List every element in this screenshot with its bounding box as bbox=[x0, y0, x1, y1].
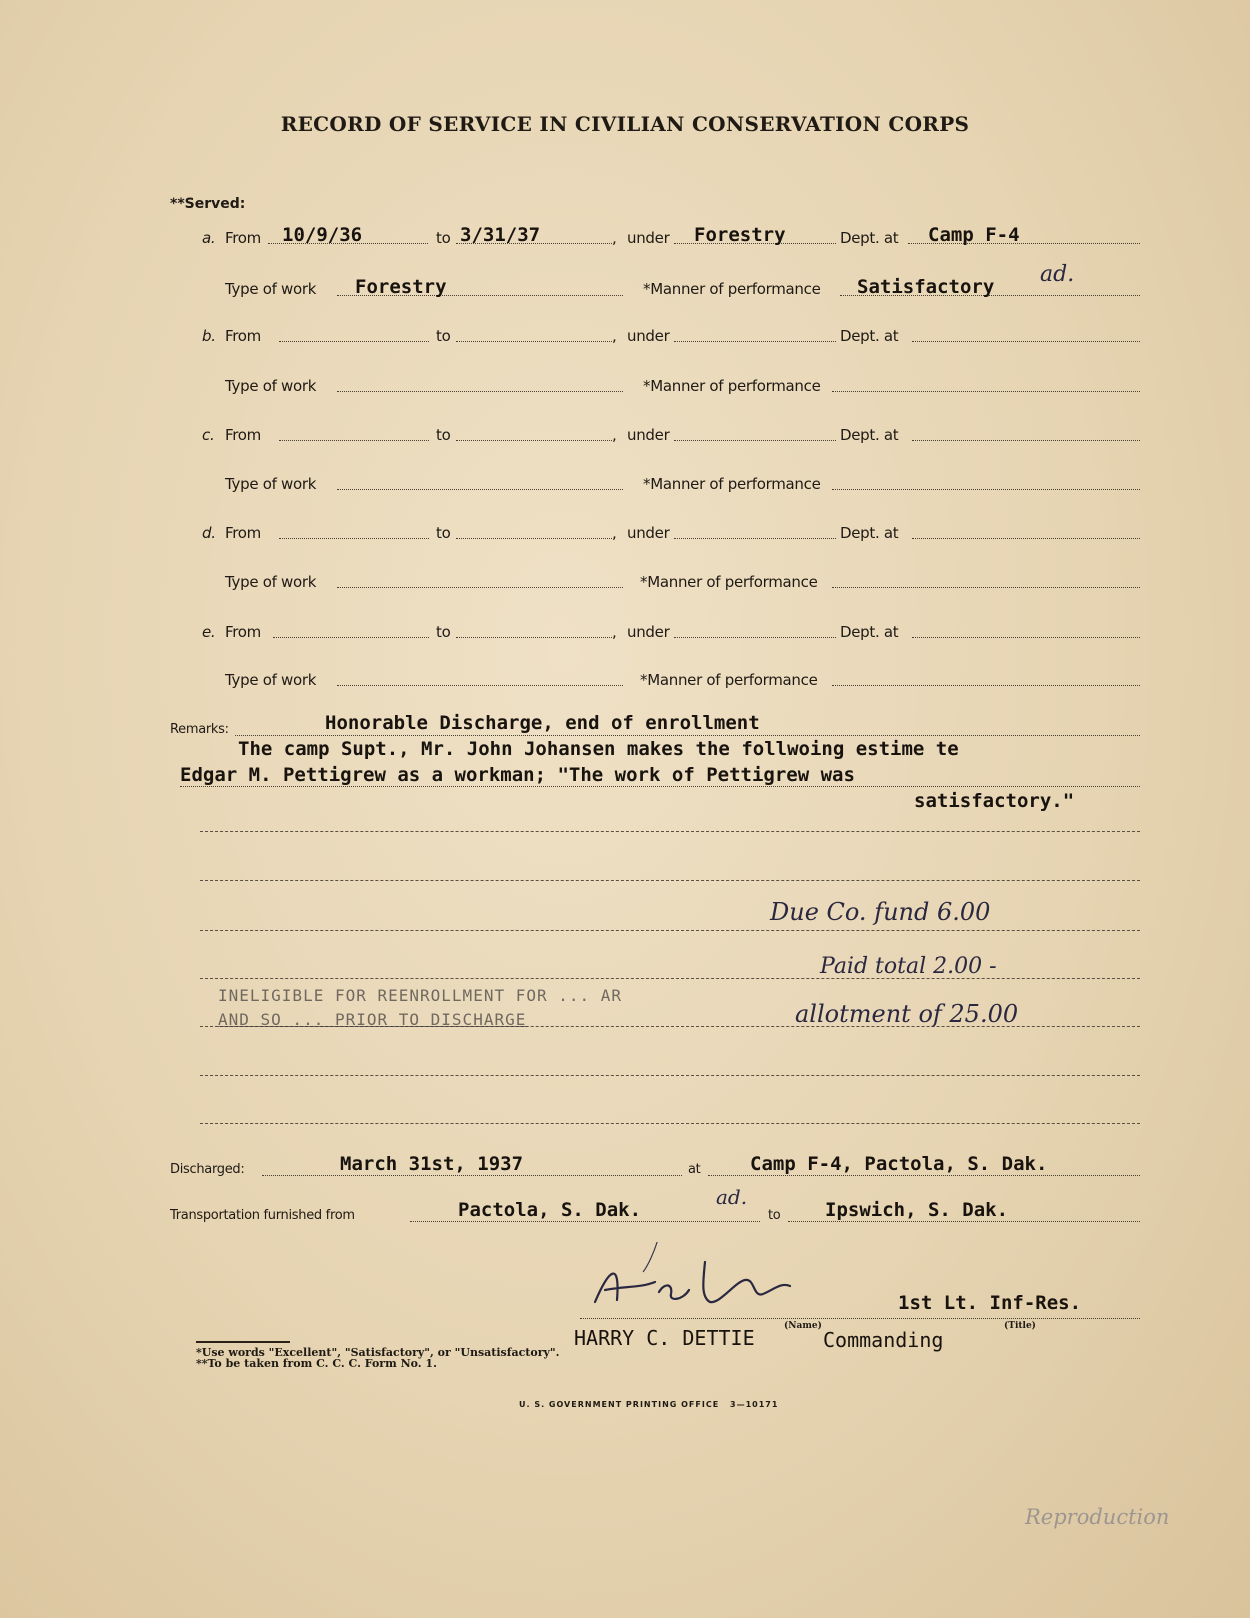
type-of-work-label: Type of work bbox=[225, 280, 317, 298]
from-label: From bbox=[225, 327, 261, 345]
signer-typed-name: HARRY C. DETTIE bbox=[574, 1326, 755, 1350]
entry-letter: e. bbox=[202, 623, 216, 641]
discharged-date: March 31st, 1937 bbox=[340, 1153, 524, 1175]
served-label: **Served: bbox=[170, 196, 246, 212]
to-label: to bbox=[436, 623, 451, 641]
handwritten-note-1: Due Co. fund 6.00 bbox=[770, 898, 991, 926]
type-of-work-label: Type of work bbox=[225, 671, 317, 689]
dept-label: Dept. at bbox=[840, 327, 899, 345]
remarks-label: Remarks: bbox=[170, 722, 229, 737]
ineligible-stamp-line-2: AND SO ... PRIOR TO DISCHARGE bbox=[218, 1010, 527, 1029]
entry-letter: d. bbox=[202, 524, 216, 542]
from-value: 10/9/36 bbox=[282, 224, 363, 246]
signer-role: Commanding bbox=[823, 1328, 944, 1352]
manner-label: *Manner of performance bbox=[640, 671, 818, 689]
remarks-line-1: Honorable Discharge, end of enrollment bbox=[325, 712, 760, 734]
transport-initials: ad. bbox=[716, 1185, 748, 1209]
remarks-line-2: The camp Supt., Mr. John Johansen makes the follwoing estime te bbox=[238, 738, 959, 760]
manner-label: *Manner of performance bbox=[643, 280, 821, 298]
dept-value: Camp F-4 bbox=[928, 224, 1020, 246]
to-label: to bbox=[436, 229, 451, 247]
type-of-work-value: Forestry bbox=[355, 276, 447, 298]
form-number: 3—10171 bbox=[730, 1400, 779, 1409]
printer-imprint: U. S. GOVERNMENT PRINTING OFFICE bbox=[519, 1400, 720, 1409]
type-of-work-label: Type of work bbox=[225, 377, 317, 395]
footnote-1: *Use words "Excellent", "Satisfactory", or "Unsatisfactory". bbox=[196, 1346, 560, 1359]
entry-letter: a. bbox=[202, 229, 216, 247]
remarks-line-3: Edgar M. Pettigrew as a workman; "The work of Pettigrew was bbox=[180, 764, 855, 786]
under-value: Forestry bbox=[694, 224, 786, 246]
ineligible-stamp-line-1: INELIGIBLE FOR REENROLLMENT FOR ... AR bbox=[218, 986, 623, 1005]
under-label: under bbox=[627, 623, 670, 641]
dept-label: Dept. at bbox=[840, 426, 899, 444]
under-prefix: , bbox=[612, 229, 617, 247]
transport-to: Ipswich, S. Dak. bbox=[825, 1199, 1009, 1221]
footnote-2: **To be taken from C. C. C. Form No. 1. bbox=[196, 1357, 437, 1370]
manner-value: Satisfactory bbox=[857, 276, 995, 298]
transport-from: Pactola, S. Dak. bbox=[458, 1199, 642, 1221]
under-prefix: , bbox=[612, 623, 617, 641]
manner-initials: ad. bbox=[1040, 262, 1075, 287]
name-caption: (Name) bbox=[784, 1321, 822, 1331]
dept-label: Dept. at bbox=[840, 524, 899, 542]
under-prefix: , bbox=[612, 524, 617, 542]
handwritten-note-2: Paid total 2.00 - bbox=[820, 954, 997, 979]
from-label: From bbox=[225, 524, 261, 542]
discharged-label: Discharged: bbox=[170, 1162, 245, 1177]
from-label: From bbox=[225, 426, 261, 444]
entry-letter: b. bbox=[202, 327, 216, 345]
under-prefix: , bbox=[612, 327, 617, 345]
under-label: under bbox=[627, 426, 670, 444]
remarks-line-4: satisfactory." bbox=[914, 790, 1075, 812]
dept-label: Dept. at bbox=[840, 229, 899, 247]
handwritten-note-3: allotment of 25.00 bbox=[795, 1000, 1019, 1028]
manner-label: *Manner of performance bbox=[640, 573, 818, 591]
under-label: under bbox=[627, 229, 670, 247]
signer-rank: 1st Lt. Inf-Res. bbox=[898, 1292, 1082, 1314]
from-label: From bbox=[225, 623, 261, 641]
type-of-work-label: Type of work bbox=[225, 475, 317, 493]
to-value: 3/31/37 bbox=[460, 224, 541, 246]
form-title: RECORD OF SERVICE IN CIVILIAN CONSERVATION CORPS bbox=[280, 112, 970, 136]
entry-letter: c. bbox=[202, 426, 215, 444]
title-caption: (Title) bbox=[1004, 1321, 1036, 1331]
discharged-place: Camp F-4, Pactola, S. Dak. bbox=[750, 1153, 1048, 1175]
dept-label: Dept. at bbox=[840, 623, 899, 641]
to-label: to bbox=[436, 327, 451, 345]
under-label: under bbox=[627, 524, 670, 542]
under-prefix: , bbox=[612, 426, 617, 444]
transport-to-label: to bbox=[768, 1208, 781, 1223]
type-of-work-label: Type of work bbox=[225, 573, 317, 591]
to-label: to bbox=[436, 524, 451, 542]
manner-label: *Manner of performance bbox=[643, 377, 821, 395]
under-label: under bbox=[627, 327, 670, 345]
at-label: at bbox=[688, 1162, 701, 1177]
reproduction-watermark: Reproduction bbox=[1025, 1505, 1170, 1529]
signature-graphic bbox=[585, 1242, 815, 1322]
from-label: From bbox=[225, 229, 261, 247]
to-label: to bbox=[436, 426, 451, 444]
transportation-label: Transportation furnished from bbox=[170, 1208, 355, 1223]
manner-label: *Manner of performance bbox=[643, 475, 821, 493]
